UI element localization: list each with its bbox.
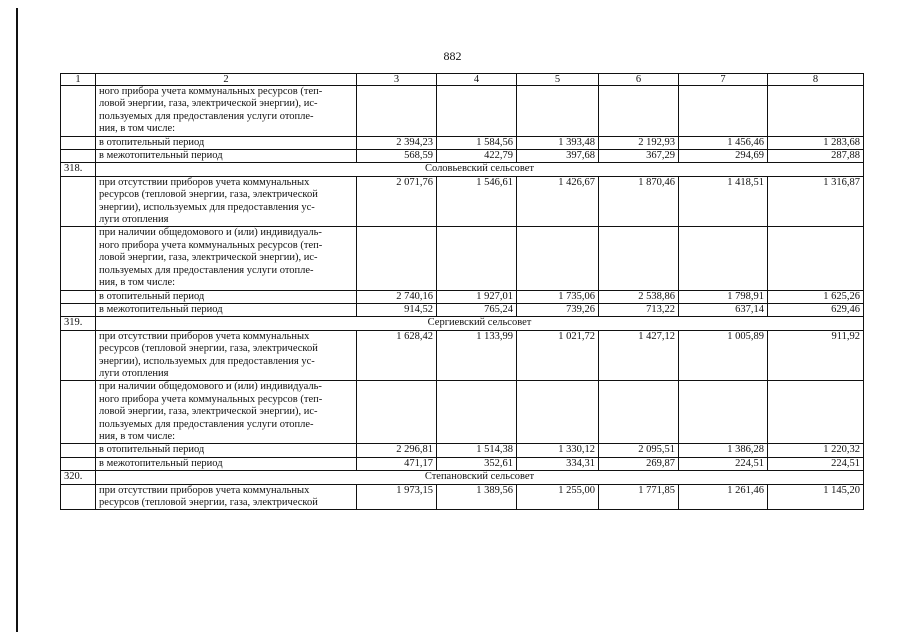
header-cell: 2	[96, 74, 357, 86]
description-cell	[96, 381, 357, 444]
value-cell: 914,52	[357, 303, 437, 316]
value-cell: 2 071,76	[357, 176, 437, 227]
value-cell-empty	[357, 86, 437, 137]
value-cell-empty	[599, 381, 679, 444]
value-cell-empty	[599, 86, 679, 137]
value-cell: 287,88	[768, 150, 864, 163]
value-cell-empty	[599, 227, 679, 290]
period-row	[61, 303, 864, 316]
value-cell: 294,69	[679, 150, 768, 163]
description-line: при отсутствии приборов учета коммунальных	[99, 484, 310, 496]
value-cell-empty	[517, 86, 599, 137]
value-cell-empty	[437, 227, 517, 290]
value-cell: 1 261,46	[679, 484, 768, 510]
value-cell: 1 330,12	[517, 444, 599, 457]
value-cell: 367,29	[599, 150, 679, 163]
tariff-table	[60, 73, 864, 510]
continuation-row	[61, 86, 864, 137]
page-number: 882	[443, 49, 462, 63]
description-line: при отсутствии приборов учета коммунальных	[99, 176, 310, 188]
value-cell: 224,51	[679, 457, 768, 470]
description-line: ловой энергии, газа, электрической энергии), ис-	[99, 406, 318, 418]
description-line: пользуемых для предоставления услуги отопле-	[99, 418, 314, 430]
value-cell: 1 584,56	[437, 136, 517, 149]
value-cell: 1 418,51	[679, 176, 768, 227]
index-cell-empty	[61, 150, 96, 163]
value-cell-empty	[357, 381, 437, 444]
header-cell: 6	[599, 74, 679, 86]
table-body	[61, 74, 864, 510]
description-line: ного прибора учета коммунальных ресурсов (теп-	[99, 239, 323, 251]
value-cell: 1 220,32	[768, 444, 864, 457]
description-cell	[96, 484, 357, 510]
description-line: ловой энергии, газа, электрической энергии), ис-	[99, 98, 318, 110]
value-cell: 334,31	[517, 457, 599, 470]
description-line: при наличии общедомового и (или) индивидуаль-	[99, 381, 322, 393]
value-cell: 629,46	[768, 303, 864, 316]
value-cell-empty	[768, 86, 864, 137]
index-cell-empty	[61, 457, 96, 470]
index-cell-empty	[61, 303, 96, 316]
value-cell: 1 735,06	[517, 290, 599, 303]
value-cell: 1 021,72	[517, 330, 599, 381]
value-cell: 422,79	[437, 150, 517, 163]
description-line: ресурсов (тепловой энергии, газа, электрической	[99, 189, 318, 201]
value-cell: 1 771,85	[599, 484, 679, 510]
section-name: Соловьевский сельсовет	[96, 163, 864, 176]
value-cell: 637,14	[679, 303, 768, 316]
value-cell: 1 133,99	[437, 330, 517, 381]
value-cell: 2 394,23	[357, 136, 437, 149]
value-cell: 1 389,56	[437, 484, 517, 510]
index-cell-empty	[61, 227, 96, 290]
value-cell: 765,24	[437, 303, 517, 316]
description-line: ловой энергии, газа, электрической энергии), ис-	[99, 252, 318, 264]
value-cell: 2 740,16	[357, 290, 437, 303]
meter-present-row	[61, 381, 864, 444]
section-name: Сергиевский сельсовет	[96, 317, 864, 330]
value-cell-empty	[517, 227, 599, 290]
header-cell: 1	[61, 74, 96, 86]
period-label: в отопительный период	[96, 444, 357, 457]
value-cell: 1 393,48	[517, 136, 599, 149]
header-cell: 8	[768, 74, 864, 86]
period-row	[61, 136, 864, 149]
value-cell: 352,61	[437, 457, 517, 470]
header-cell: 4	[437, 74, 517, 86]
index-cell-empty	[61, 444, 96, 457]
period-row	[61, 150, 864, 163]
value-cell: 1 255,00	[517, 484, 599, 510]
value-cell: 713,22	[599, 303, 679, 316]
value-cell: 1 798,91	[679, 290, 768, 303]
section-number: 319.	[61, 317, 96, 330]
description-cell	[96, 176, 357, 227]
header-cell: 3	[357, 74, 437, 86]
value-cell: 1 625,26	[768, 290, 864, 303]
value-cell: 1 546,61	[437, 176, 517, 227]
period-label: в отопительный период	[96, 290, 357, 303]
value-cell: 2 192,93	[599, 136, 679, 149]
value-cell: 471,17	[357, 457, 437, 470]
section-heading-row	[61, 163, 864, 176]
description-line: ния, в том числе:	[99, 430, 176, 442]
value-cell: 1 514,38	[437, 444, 517, 457]
value-cell: 1 283,68	[768, 136, 864, 149]
header-cell: 7	[679, 74, 768, 86]
section-number: 318.	[61, 163, 96, 176]
value-cell-empty	[517, 381, 599, 444]
value-cell: 2 296,81	[357, 444, 437, 457]
value-cell: 2 095,51	[599, 444, 679, 457]
value-cell: 224,51	[768, 457, 864, 470]
description-line: ресурсов (тепловой энергии, газа, электрической	[99, 497, 318, 508]
period-label: в межотопительный период	[96, 457, 357, 470]
description-line: при отсутствии приборов учета коммунальных	[99, 330, 310, 342]
value-cell: 1 426,67	[517, 176, 599, 227]
header-row	[61, 74, 864, 86]
value-cell-empty	[437, 381, 517, 444]
index-cell-empty	[61, 290, 96, 303]
no-meter-row	[61, 330, 864, 381]
value-cell-empty	[437, 86, 517, 137]
description-line: луги отопления	[99, 214, 169, 226]
header-cell: 5	[517, 74, 599, 86]
description-line: при наличии общедомового и (или) индивидуаль-	[99, 227, 322, 239]
value-cell: 1 386,28	[679, 444, 768, 457]
index-cell-empty	[61, 484, 96, 510]
section-name: Степановский сельсовет	[96, 471, 864, 484]
value-cell: 269,87	[599, 457, 679, 470]
meter-present-row	[61, 227, 864, 290]
period-row	[61, 290, 864, 303]
value-cell-empty	[679, 381, 768, 444]
description-line: ного прибора учета коммунальных ресурсов (теп-	[99, 393, 323, 405]
description-line: ресурсов (тепловой энергии, газа, электрической	[99, 343, 318, 355]
value-cell: 1 870,46	[599, 176, 679, 227]
description-cell	[96, 227, 357, 290]
description-cell	[96, 330, 357, 381]
no-meter-row	[61, 176, 864, 227]
value-cell: 1 628,42	[357, 330, 437, 381]
period-label: в межотопительный период	[96, 303, 357, 316]
description-line: энергии), используемых для предоставления ус-	[99, 201, 315, 213]
description-line: энергии), используемых для предоставления ус-	[99, 355, 315, 367]
value-cell: 911,92	[768, 330, 864, 381]
page-binding-line	[16, 8, 18, 632]
value-cell: 1 456,46	[679, 136, 768, 149]
section-heading-row	[61, 471, 864, 484]
description-line: ния, в том числе:	[99, 277, 176, 289]
value-cell: 397,68	[517, 150, 599, 163]
value-cell-empty	[679, 227, 768, 290]
index-cell-empty	[61, 176, 96, 227]
value-cell-empty	[768, 227, 864, 290]
value-cell-empty	[357, 227, 437, 290]
index-cell-empty	[61, 381, 96, 444]
period-row	[61, 444, 864, 457]
value-cell: 2 538,86	[599, 290, 679, 303]
value-cell: 1 973,15	[357, 484, 437, 510]
value-cell: 739,26	[517, 303, 599, 316]
description-line: ного прибора учета коммунальных ресурсов (теп-	[99, 86, 323, 97]
index-cell-empty	[61, 330, 96, 381]
value-cell-empty	[679, 86, 768, 137]
section-heading-row	[61, 317, 864, 330]
section-number: 320.	[61, 471, 96, 484]
period-label: в межотопительный период	[96, 150, 357, 163]
index-cell-empty	[61, 136, 96, 149]
description-line: ния, в том числе:	[99, 123, 176, 135]
description-line: пользуемых для предоставления услуги отопле-	[99, 110, 314, 122]
value-cell-empty	[768, 381, 864, 444]
description-line: луги отопления	[99, 367, 169, 379]
value-cell: 1 316,87	[768, 176, 864, 227]
value-cell: 1 145,20	[768, 484, 864, 510]
value-cell: 1 427,12	[599, 330, 679, 381]
description-cell	[96, 86, 357, 137]
description-line: пользуемых для предоставления услуги отопле-	[99, 264, 314, 276]
period-label: в отопительный период	[96, 136, 357, 149]
value-cell: 568,59	[357, 150, 437, 163]
no-meter-row	[61, 484, 864, 510]
index-cell-empty	[61, 86, 96, 137]
value-cell: 1 927,01	[437, 290, 517, 303]
period-row	[61, 457, 864, 470]
value-cell: 1 005,89	[679, 330, 768, 381]
